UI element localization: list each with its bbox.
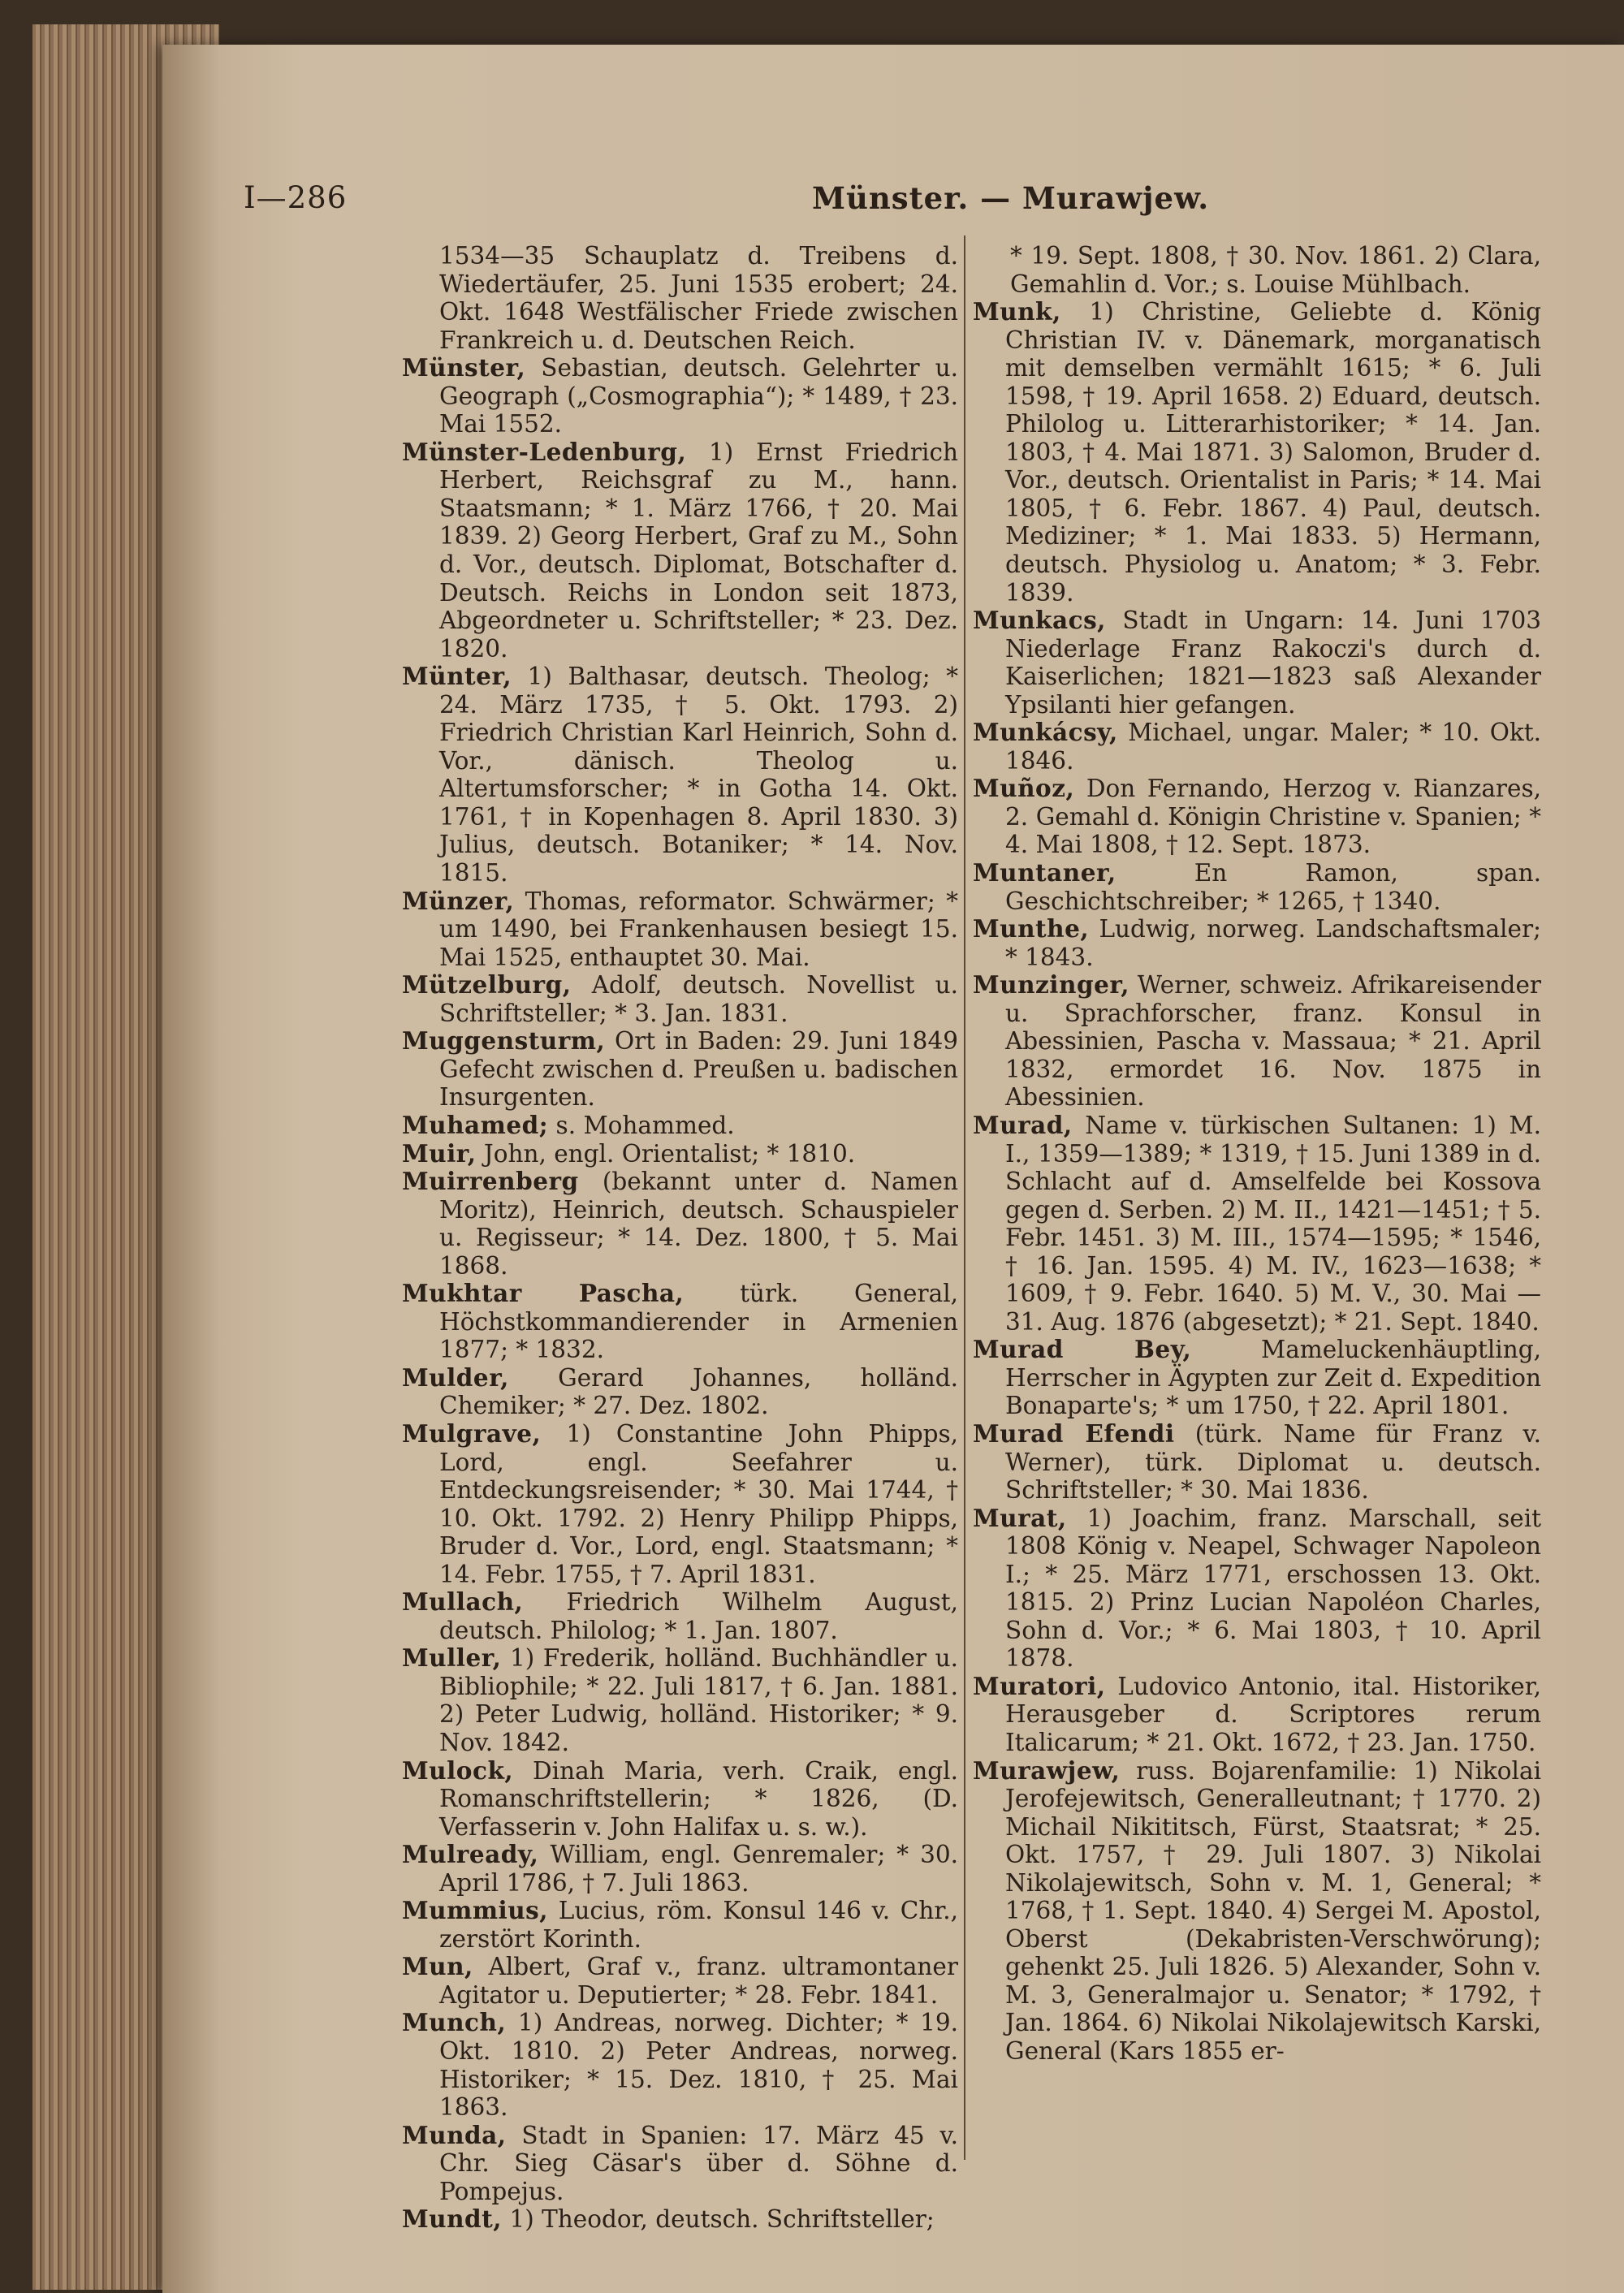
page-header — [244, 180, 1559, 221]
entry-text: Ort in Baden: 29. Juni 1849 Gefecht zwischen d. Preußen u. badischen Insurgenten. — [439, 1027, 958, 1112]
dictionary-entry — [973, 1336, 1541, 1420]
entry-headword: Muirrenberg — [402, 1167, 579, 1196]
entry-text: russ. Bojarenfamilie: 1) Nikolai Jerofejewitsch, Generalleutnant; † 1770. 2) Michail Nikititsch, Fürst, Staatsrat; * 25. Okt. 1757, † 29. Juli 1807. 3) Nikolai Nikolajewitsch, Sohn v. M. 1, General; * 1768, † 1. Sept. 1840. 4) Sergei M. Apostol, Oberst (Dekabristen-Verschwörung); gehenkt 25. Juli 1826. 5) Alexander, Sohn v. M. 3, Generalmajor u. Senator; * 1792, † Jan. 1864. 6) Nikolai Nikolajewitsch Karski, General (Kars 1855 er- — [1005, 1756, 1541, 2065]
entry-text: 1) Constantine John Phipps, Lord, engl. Seefahrer u. Entdeckungsreisender; * 30. Mai 1744, † 10. Okt. 1792. 2) Henry Philipp Phipps, Bruder d. Vor., Lord, engl. Staatsmann; * 14. Febr. 1755, † 7. April 1831. — [439, 1419, 958, 1588]
entry-headword: Mummius, — [402, 1896, 549, 1925]
dictionary-entry — [973, 775, 1541, 859]
entry-headword: Mützelburg, — [402, 970, 572, 1000]
dictionary-entry — [402, 2205, 958, 2234]
entry-headword: Mullach, — [402, 1587, 524, 1617]
dictionary-entry — [402, 1364, 958, 1420]
entry-text: s. Mohammed. — [548, 1111, 735, 1139]
dictionary-entry — [402, 1953, 958, 2009]
entry-text: Dinah Maria, verh. Craik, engl. Romanschriftstellerin; * 1826, (D. Verfasserin v. John Halifax u. s. w.). — [439, 1756, 958, 1841]
dictionary-entry — [402, 2009, 958, 2121]
entry-headword: Muhamed; — [402, 1110, 549, 1139]
entry-headword: Munkacs, — [973, 606, 1106, 635]
entry-text: 1) Andreas, norweg. Dichter; * 19. Okt. 1810. 2) Peter Andreas, norweg. Historiker; * 15. Dez. 1810, † 25. Mai 1863. — [439, 2009, 958, 2122]
entry-text: 1) Joachim, franz. Marschall, seit 1808 König v. Neapel, Schwager Napoleon I.; * 25. März 1771, erschossen 13. Okt. 1815. 2) Prinz Lucian Napoléon Charles, Sohn d. Vor.; * 6. Mai 1803, † 10. April 1878. — [1005, 1504, 1541, 1673]
entry-text: * 19. Sept. 1808, † 30. Nov. 1861. 2) Clara, Gemahlin d. Vor.; s. Louise Mühlbach. — [1010, 242, 1541, 298]
entry-text: John, engl. Orientalist; * 1810. — [476, 1139, 856, 1168]
dictionary-entry — [402, 1757, 958, 1842]
entry-text: Albert, Graf v., franz. ultramontaner Agitator u. Deputierter; * 28. Febr. 1841. — [439, 1953, 958, 2009]
dictionary-entry — [973, 242, 1541, 298]
entry-headword: Muller, — [402, 1643, 502, 1673]
dictionary-entry — [402, 887, 958, 972]
entry-text: 1) Christine, Geliebte d. König Christian IV. v. Dänemark, morganatisch mit demselben vermählt 1615; * 6. Juli 1598, † 19. April 1658. 2) Eduard, deutsch. Philolog u. Litterarhistoriker; * 14. Jan. 1803, † 4. Mai 1871. 3) Salomon, Bruder d. Vor., deutsch. Orientalist in Paris; * 14. Mai 1805, † 6. Febr. 1867. 4) Paul, deutsch. Mediziner; * 1. Mai 1833. 5) Hermann, deutsch. Physiolog u. Anatom; * 3. Febr. 1839. — [1005, 298, 1541, 607]
dictionary-entry — [973, 1757, 1541, 2066]
entry-text: Stadt in Spanien: 17. März 45 v. Chr. Sieg Cäsar's über d. Söhne d. Pompejus. — [439, 2121, 958, 2205]
entry-text: Werner, schweiz. Afrikareisender u. Sprachforscher, franz. Konsul in Abessinien, Pascha v. Massaua; * 21. April 1832, ermordet 16. Nov. 1875 in Abessinien. — [1005, 971, 1541, 1112]
entry-headword: Munthe, — [973, 914, 1090, 944]
entry-headword: Muñoz, — [973, 774, 1075, 803]
entry-text: 1) Ernst Friedrich Herbert, Reichsgraf zu M., hann. Staatsmann; * 1. März 1766, † 20. Mai 1839. 2) Georg Herbert, Graf zu M., Sohn d. Vor., deutsch. Diplomat, Botschafter d. Deutsch. Reichs in London seit 1873, Abgeordneter u. Schriftsteller; * 23. Dez. 1820. — [439, 438, 958, 663]
entry-text: Friedrich Wilhelm August, deutsch. Philolog; * 1. Jan. 1807. — [439, 1588, 958, 1644]
dictionary-entry — [402, 1644, 958, 1756]
entry-headword: Murat, — [973, 1503, 1067, 1532]
dictionary-entry — [402, 1168, 958, 1280]
entry-headword: Murawjew, — [973, 1755, 1121, 1785]
entry-headword: Muratori, — [973, 1671, 1106, 1700]
dictionary-entry — [973, 298, 1541, 607]
dictionary-entry — [402, 971, 958, 1027]
dictionary-entry — [973, 859, 1541, 915]
entry-headword: Mulgrave, — [402, 1419, 542, 1448]
entry-text: Don Fernando, Herzog v. Rianzares, 2. Gemahl d. Königin Christine v. Spanien; * 4. Mai 1808, † 12. Sept. 1873. — [1005, 775, 1541, 859]
entry-headword: Munk, — [973, 297, 1061, 326]
entry-headword: Munzinger, — [973, 970, 1130, 1000]
dictionary-entry — [973, 971, 1541, 1112]
column-divider — [964, 235, 965, 2160]
entry-headword: Mundt, — [402, 2204, 503, 2234]
entry-headword: Munch, — [402, 2008, 507, 2037]
dictionary-entry — [402, 1588, 958, 1644]
running-head: Münster. — Murawjew. — [812, 180, 1210, 216]
entry-text: Ludovico Antonio, ital. Historiker, Herausgeber d. Scriptores rerum Italicarum; * 21. Okt. 1672, † 23. Jan. 1750. — [1005, 1672, 1541, 1756]
entry-headword: Mulready, — [402, 1840, 539, 1869]
dictionary-entry — [402, 1897, 958, 1953]
entry-headword: Mun, — [402, 1952, 473, 1981]
dictionary-entry — [402, 1420, 958, 1588]
entry-headword: Mulock, — [402, 1755, 514, 1785]
entry-headword: Murad, — [973, 1110, 1073, 1139]
entry-headword: Münster-Ledenburg, — [402, 437, 687, 466]
dictionary-entry — [973, 1420, 1541, 1505]
dictionary-entry — [402, 438, 958, 663]
entry-headword: Muir, — [402, 1138, 477, 1168]
entry-text: 1534—35 Schauplatz d. Treibens d. Wiedertäufer, 25. Juni 1535 erobert; 24. Okt. 1648 Westfälischer Friede zwischen Frankreich u. d. Deutschen Reich. — [439, 242, 958, 354]
entry-text: Mameluckenhäuptling, Herrscher in Ägypten zur Zeit d. Expedition Bonaparte's; * um 1750, † 22. April 1801. — [1005, 1336, 1541, 1420]
entry-headword: Muggensturm, — [402, 1026, 606, 1056]
entry-headword: Münter, — [402, 662, 512, 691]
dictionary-entry — [973, 719, 1541, 775]
entry-headword: Mukhtar Pascha, — [402, 1279, 685, 1308]
page-number: I—286 — [244, 180, 348, 215]
dictionary-entry — [402, 1280, 958, 1364]
dictionary-entry — [402, 2122, 958, 2206]
dictionary-entry — [402, 354, 958, 438]
dictionary-entry — [973, 915, 1541, 971]
entry-text: Stadt in Ungarn: 14. Juni 1703 Niederlage Franz Rakoczi's durch d. Kaiserlichen; 1821—1823 saß Alexander Ypsilanti hier gefangen. — [1005, 607, 1541, 719]
dictionary-entry — [402, 1841, 958, 1897]
entry-text: 1) Balthasar, deutsch. Theolog; * 24. März 1735, † 5. Okt. 1793. 2) Friedrich Christian Karl Heinrich, Sohn d. Vor., dänisch. Theolog u. Altertumsforscher; * in Gotha 14. Okt. 1761, † in Kopenhagen 8. April 1830. 3) Julius, deutsch. Botaniker; * 14. Nov. 1815. — [439, 663, 958, 887]
entry-text: Lucius, röm. Konsul 146 v. Chr., zerstört Korinth. — [439, 1897, 958, 1953]
entry-text: Name v. türkischen Sultanen: 1) M. I., 1359—1389; * 1319, † 15. Juni 1389 in d. Schlacht auf d. Amselfelde bei Kossova gegen d. Serben. 2) M. II., 1421—1451; † 5. Febr. 1451. 3) M. III., 1574—1595; * 1546, † 16. Jan. 1595. 4) M. IV., 1623—1638; * 1609, † 9. Febr. 1640. 5) M. V., 30. Mai — 31. Aug. 1876 (abgesetzt); * 21. Sept. 1840. — [1005, 1111, 1541, 1336]
dictionary-entry — [402, 663, 958, 887]
entry-text: Thomas, reformator. Schwärmer; * um 1490, bei Frankenhausen besiegt 15. Mai 1525, enthauptet 30. Mai. — [439, 887, 958, 971]
dictionary-entry — [402, 1140, 958, 1168]
entry-text: Ludwig, norweg. Landschaftsmaler; * 1843. — [1005, 915, 1541, 971]
entry-text: 1) Theodor, deutsch. Schriftsteller; — [502, 2205, 935, 2234]
dictionary-entry — [973, 1112, 1541, 1336]
entry-text: Michael, ungar. Maler; * 10. Okt. 1846. — [1005, 719, 1541, 775]
dictionary-entry — [973, 607, 1541, 719]
dictionary-entry — [402, 1112, 958, 1140]
entry-text: türk. General, Höchstkommandierender in Armenien 1877; * 1832. — [439, 1280, 959, 1364]
entry-headword: Murad Efendi — [973, 1419, 1175, 1448]
entry-headword: Mulder, — [402, 1362, 509, 1392]
dictionary-entry — [402, 1027, 958, 1112]
dictionary-entry — [973, 1673, 1541, 1757]
left-column — [402, 242, 958, 2234]
entry-text: William, engl. Genremaler; * 30. April 1786, † 7. Juli 1863. — [439, 1841, 958, 1897]
entry-headword: Murad Bey, — [973, 1335, 1192, 1364]
entry-headword: Munda, — [402, 2120, 507, 2149]
entry-text: Gerard Johannes, holländ. Chemiker; * 27. Dez. 1802. — [439, 1363, 958, 1420]
entry-headword: Munkácsy, — [973, 718, 1118, 747]
entry-text: 1) Frederik, holländ. Buchhändler u. Bibliophile; * 22. Juli 1817, † 6. Jan. 1881. 2) Peter Ludwig, holländ. Historiker; * 9. Nov. 1842. — [439, 1644, 958, 1756]
dictionary-entry — [402, 242, 958, 354]
entry-text: (bekannt unter d. Namen Moritz), Heinrich, deutsch. Schauspieler u. Regisseur; * 14. Dez. 1800, † 5. Mai 1868. — [439, 1168, 958, 1280]
entry-headword: Münster, — [402, 353, 526, 382]
entry-text: (türk. Name für Franz v. Werner), türk. Diplomat u. deutsch. Schriftsteller; * 30. Mai 1836. — [1005, 1419, 1541, 1505]
entry-text: Sebastian, deutsch. Gelehrter u. Geograph („Cosmographia“); * 1489, † 23. Mai 1552. — [439, 354, 958, 438]
right-column — [973, 242, 1541, 2066]
entry-text: En Ramon, span. Geschichtschreiber; * 1265, † 1340. — [1005, 859, 1541, 915]
entry-headword: Muntaner, — [973, 858, 1116, 887]
entry-headword: Münzer, — [402, 886, 515, 915]
dictionary-entry — [973, 1505, 1541, 1673]
entry-text: Adolf, deutsch. Novellist u. Schriftsteller; * 3. Jan. 1831. — [439, 971, 958, 1027]
